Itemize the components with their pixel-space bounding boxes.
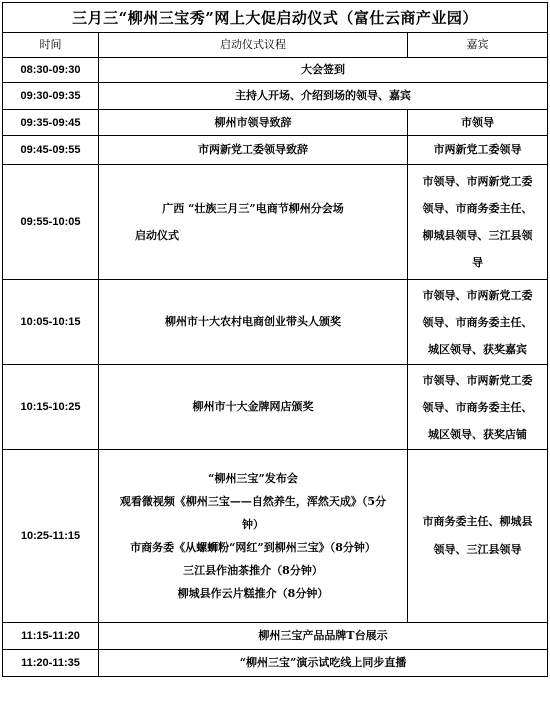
row-time: 09:55-10:05 [3, 165, 99, 280]
table-row [3, 280, 548, 365]
header-agenda: 启动仪式议程 [99, 33, 408, 58]
row-time: 10:25-11:15 [3, 450, 99, 623]
row-time: 11:15-11:20 [3, 623, 99, 650]
header-guests: 嘉宾 [408, 33, 548, 58]
table-row [3, 83, 548, 110]
table-row [3, 165, 548, 280]
agenda-page [2, 2, 547, 677]
agenda-line: 柳州市领导致辞 [214, 115, 292, 129]
guest-line: 市领导、市两新党工委 [422, 373, 533, 387]
agenda-table [2, 2, 548, 677]
row-time: 09:45-09:55 [3, 136, 99, 165]
row-agenda [99, 623, 548, 650]
table-row [3, 58, 548, 83]
row-agenda [99, 83, 548, 110]
header-time: 时间 [3, 33, 99, 58]
row-agenda [99, 110, 408, 136]
row-time: 09:35-09:45 [3, 110, 99, 136]
table-row [3, 450, 548, 623]
guest-line: 领导、市商务委主任、 [422, 400, 533, 414]
row-guests [408, 280, 548, 365]
guest-line: 城区领导、获奖嘉宾 [428, 342, 528, 356]
row-time: 09:30-09:35 [3, 83, 99, 110]
guest-line: 市领导、市两新党工委 [422, 175, 533, 188]
guest-line: 领导、三江县领导 [433, 543, 522, 556]
row-agenda [99, 280, 408, 365]
agenda-line: 市商务委《从螺蛳粉“网红”到柳州三宝》（8分钟） [130, 541, 376, 554]
guest-line: 领导、市商务委主任、 [422, 202, 533, 215]
guest-line: 市两新党工委领导 [433, 143, 522, 156]
agenda-line: 启动仪式 [135, 229, 179, 242]
row-guests [408, 136, 548, 165]
agenda-line: 柳州市十大金牌网店颁奖 [192, 400, 314, 413]
agenda-line: 观看微视频《柳州三宝——自然养生，浑然天成》（5分 [119, 495, 387, 508]
guest-line: 城区领导、获奖店铺 [428, 427, 528, 441]
row-agenda [99, 165, 408, 280]
guest-line: 领导、市商务委主任、 [422, 315, 533, 329]
agenda-line: 大会签到 [301, 63, 346, 76]
agenda-line: 柳城县作云片糕推介（8分钟） [177, 587, 329, 600]
title-row [3, 3, 548, 33]
row-guests [408, 110, 548, 136]
row-time: 10:05-10:15 [3, 280, 99, 365]
agenda-line: 主持人开场、介绍到场的领导、嘉宾 [235, 89, 412, 102]
row-agenda [99, 650, 548, 677]
table-row [3, 365, 548, 450]
table-row [3, 110, 548, 136]
header-row [3, 33, 548, 58]
agenda-line: “柳州三宝”发布会 [208, 472, 298, 485]
agenda-line: 广西 “壮族三月三”电商节柳州分会场 [162, 202, 344, 215]
page-title: 三月三“柳州三宝秀”网上大促启动仪式（富仕云商产业园） [3, 3, 548, 33]
table-row [3, 136, 548, 165]
agenda-line: 三江县作油茶推介（8分钟） [183, 564, 323, 577]
row-guests [408, 165, 548, 280]
guest-line: 市领导 [461, 115, 495, 129]
row-agenda [99, 450, 408, 623]
row-time: 10:15-10:25 [3, 365, 99, 450]
guest-line: 柳城县领导、三江县领 [422, 229, 533, 242]
table-row [3, 650, 548, 677]
row-time: 08:30-09:30 [3, 58, 99, 83]
row-agenda [99, 58, 548, 83]
row-guests [408, 450, 548, 623]
guest-line: 市领导、市两新党工委 [422, 288, 533, 302]
row-agenda [99, 365, 408, 450]
agenda-line: 市两新党工委领导致辞 [198, 143, 308, 156]
guest-line: 市商务委主任、柳城县 [422, 515, 533, 528]
agenda-line: “柳州三宝”演示试吃线上同步直播 [239, 656, 407, 669]
agenda-line: 柳州三宝产品品牌T台展示 [258, 629, 388, 642]
agenda-line: 柳州市十大农村电商创业带头人颁奖 [165, 315, 341, 328]
row-time: 11:20-11:35 [3, 650, 99, 677]
row-agenda [99, 136, 408, 165]
row-guests [408, 365, 548, 450]
agenda-line: 钟） [242, 518, 264, 531]
guest-line: 导 [472, 256, 484, 269]
table-row [3, 623, 548, 650]
